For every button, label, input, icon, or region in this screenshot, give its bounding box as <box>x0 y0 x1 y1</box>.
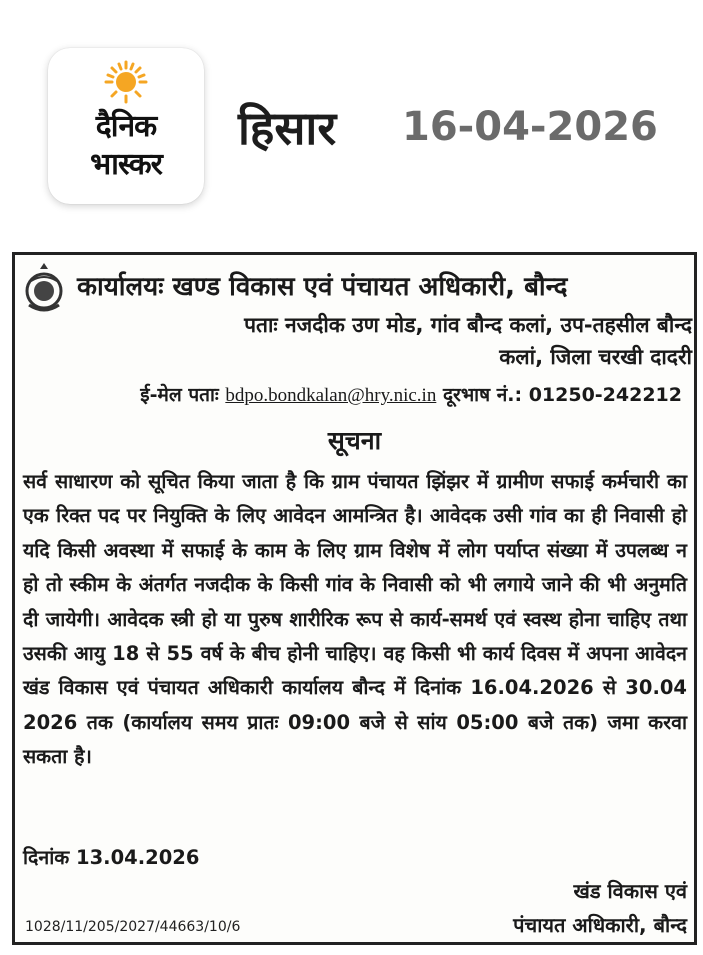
email-label: ई-मेल पताः <box>140 384 219 406</box>
address-line-1: पताः नजदीक उण मोड, गांव बौन्द कलां, उप-तहसील बौन्द <box>244 313 692 337</box>
office-address <box>77 309 692 373</box>
address-line-2: कलां, जिला चरखी दादरी <box>499 345 692 369</box>
phone-number: 01250-242212 <box>528 384 682 406</box>
signature-line-1: खंड विकास एवं <box>573 879 687 903</box>
newspaper-header <box>0 0 703 230</box>
edition-city: हिसार <box>238 101 337 155</box>
dainik-bhaskar-logo[interactable] <box>48 48 204 204</box>
sun-icon <box>104 60 148 104</box>
phone-label: दूरभाष नं.: <box>442 384 523 406</box>
office-title: कार्यालयः खण्ड विकास एवं पंचायत अधिकारी, बौन्द <box>77 272 568 302</box>
signature-line-2: पंचायत अधिकारी, बौन्द <box>513 913 687 937</box>
contact-line <box>15 381 694 407</box>
reference-number: 1028/11/205/2027/44663/10/6 <box>25 919 241 935</box>
logo-text-bhaskar: भास्कर <box>90 147 162 182</box>
haryana-emblem-icon <box>21 261 67 313</box>
email-link[interactable]: bdpo.bondkalan@hry.nic.in <box>225 385 437 406</box>
notice-heading: सूचना <box>327 426 382 455</box>
edition-date: 16-04-2026 <box>402 104 658 150</box>
public-notice <box>12 252 697 945</box>
logo-text-dainik: दैनिक <box>95 109 157 144</box>
notice-date: दिनांक 13.04.2026 <box>23 846 200 869</box>
notice-body: सर्व साधारण को सूचित किया जाता है कि ग्राम पंचायत झिंझर में ग्रामीण सफाई कर्मचारी का एक रिक्त पद पर नियुक्ति के लिए आवेदन आमन्त्रित है। आवेदक उसी गांव का ही निवासी हो यदि किसी अवस्था में सफाई के काम के लिए ग्राम विशेष में लोग पर्याप्त संख्या में उपलब्ध न हो तो स्कीम के अंतर्गत नजदीक के किसी गांव के निवासी को भी लगाये जाने की भी अनुमति दी जायेगी। आवेदक स्त्री हो या पुरुष शारीरिक रूप से कार्य-समर्थ एवं स्वस्थ होना चाहिए तथा उसकी आयु 18 से 55 वर्ष के बीच होनी चाहिए। वह किसी भी कार्य दिवस में अपना आवेदन खंड विकास एवं पंचायत अधिकारी कार्यालय बौन्द में दिनांक 16.04.2026 से 30.04 2026 तक (कार्यालय समय प्रातः 09:00 बजे से सांय 05:00 बजे तक) जमा करवा सकता है। <box>23 470 687 769</box>
